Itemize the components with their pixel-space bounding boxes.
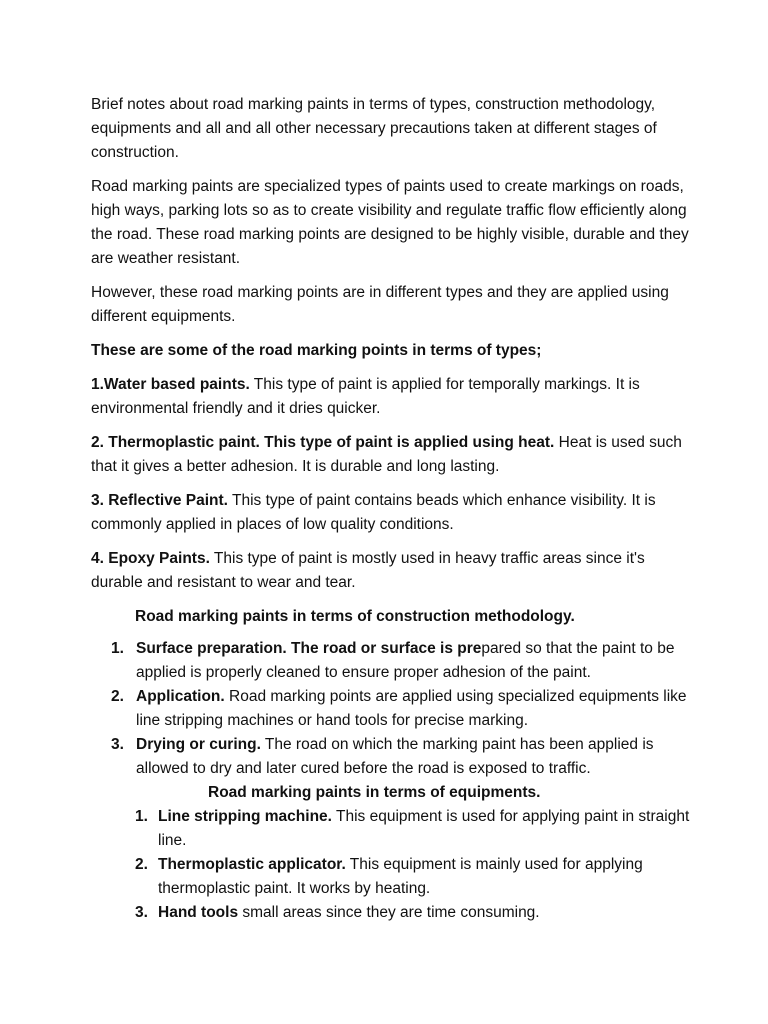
type-item-epoxy: 4. Epoxy Paints. This type of paint is mostly used in heavy traffic areas since it's durable and resistant to wear and tear. bbox=[91, 550, 645, 591]
intro-paragraph: Brief notes about road marking paints in terms of types, construction methodology, equipments and all and all other necessary precautions taken at different stages of construction. bbox=[91, 96, 657, 161]
method-item-surface-preparation: 1. Surface preparation. The road or surface is prepared so that the paint to be applied is properly cleaned to ensure proper adhesion of the paint. bbox=[111, 640, 675, 681]
type-item-reflective: 3. Reflective Paint. This type of paint contains beads which enhance visibility. It is commonly applied in places of low quality conditions. bbox=[91, 492, 656, 533]
document-body bbox=[91, 93, 691, 925]
equipment-list bbox=[91, 805, 691, 925]
equipment-item-hand-tools: 3. Hand tools small areas since they are time consuming. bbox=[135, 904, 540, 921]
method-heading: Road marking paints in terms of construction methodology. bbox=[135, 608, 575, 625]
equipment-item-line-stripping: 1. Line stripping machine. This equipment is used for applying paint in straight line. bbox=[135, 808, 690, 849]
equipment-heading: Road marking paints in terms of equipments. bbox=[208, 784, 541, 801]
method-item-application: 2. Application. Road marking points are applied using specialized equipments like line stripping machines or hand tools for precise marking. bbox=[111, 688, 687, 729]
equipment-item-thermoplastic-applicator: 2. Thermoplastic applicator. This equipment is mainly used for applying thermoplastic paint. It works by heating. bbox=[135, 856, 643, 897]
definition-paragraph: Road marking paints are specialized types of paints used to create markings on roads, high ways, parking lots so as to create visibility and regulate traffic flow efficiently along the road. These road marking points are designed to be highly visible, durable and they are weather resistant. bbox=[91, 178, 689, 267]
method-item-drying-curing: 3. Drying or curing. The road on which the marking paint has been applied is allowed to dry and later cured before the road is exposed to traffic. bbox=[111, 736, 654, 777]
method-list bbox=[91, 637, 691, 781]
type-item-thermoplastic: 2. Thermoplastic paint. This type of paint is applied using heat. Heat is used such that it gives a better adhesion. It is durable and long lasting. bbox=[91, 434, 682, 475]
types-intro-paragraph: However, these road marking points are in different types and they are applied using different equipments. bbox=[91, 284, 669, 325]
types-heading: These are some of the road marking points in terms of types; bbox=[91, 342, 542, 359]
type-item-water-based: 1.Water based paints. This type of paint is applied for temporally markings. It is environmental friendly and it dries quicker. bbox=[91, 376, 640, 417]
